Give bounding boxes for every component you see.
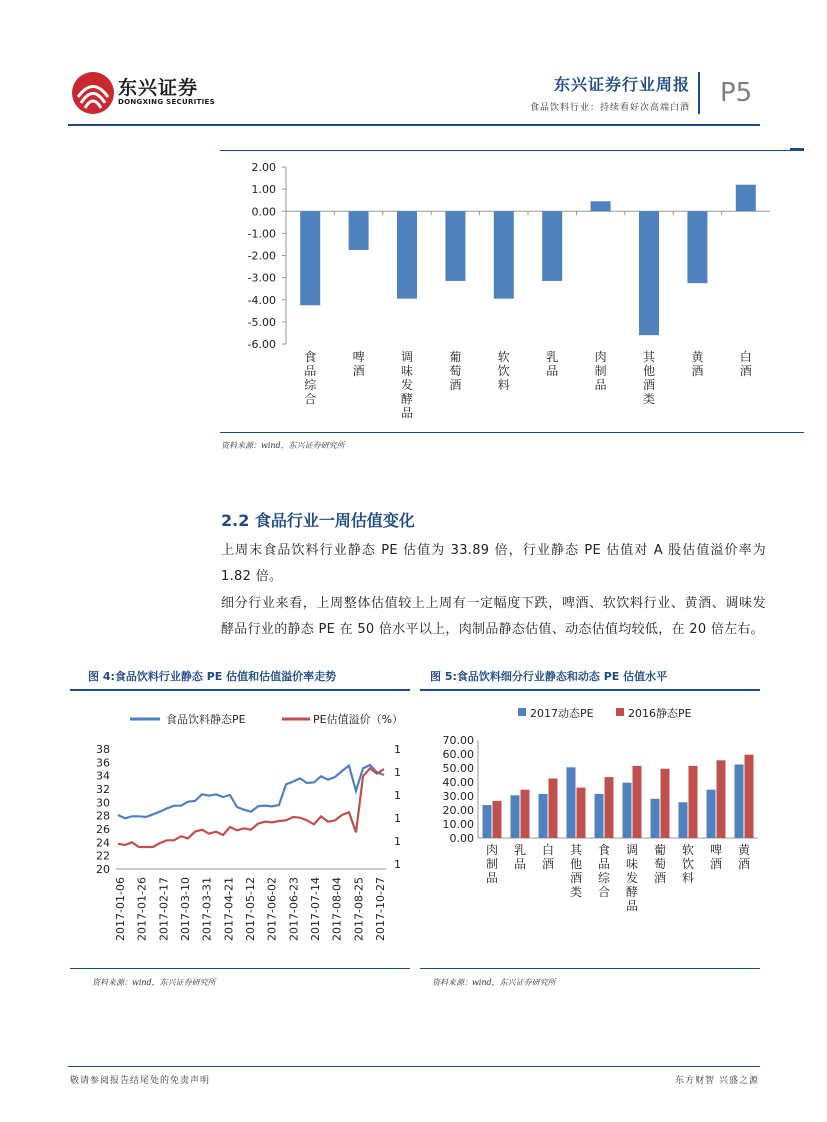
header-divider [698,72,700,114]
fig4-x-tick-label: 2017-06-23 [287,877,301,941]
footer-slogan: 东方财智 兴盛之源 [675,1076,759,1086]
top-chart-y-tick-label: -2.00 [247,249,276,263]
fig4-right-tick-label: 1 [394,858,401,872]
fig4-y-tick-label: 28 [96,809,110,823]
top-chart-y-tick-label: 0.00 [251,205,276,219]
fig5-bar-2016 [521,790,530,838]
fig4-x-tick-label: 2017-03-10 [179,877,192,941]
fig5-bar-2016 [689,766,698,838]
fig5-y-tick-label: 60.00 [442,748,474,761]
fig5-bar-2017 [707,790,716,838]
fig4-title: 图 4:食品饮料行业静态 PE 估值和估值溢价率走势 [88,670,337,683]
top-chart-x-label: 乳品 [546,350,559,378]
top-chart-y-tick-label: -4.00 [247,293,276,307]
fig4-bottom-rule [70,968,410,969]
fig5-x-label: 食品综合 [597,843,611,899]
top-chart-x-label: 黄酒 [691,350,704,378]
fig5-bar-2016 [661,769,670,838]
fig5-source: 资料来源：wind，东兴证券研究所 [432,978,556,987]
fig5-bottom-rule [420,968,760,969]
fig4-line-pe [118,765,384,818]
top-chart-x-label: 其他酒类 [642,350,656,406]
fig5-bar-2016 [605,777,614,838]
fig5-x-label: 肉制品 [485,843,499,885]
fig4-x-tick-label: 2017-01-06 [114,877,127,941]
logo-name-cn: 东兴证券 [118,77,199,99]
paragraph-2: 细分行业来看，上周整体估值较上上周有一定幅度下跌，啤酒、软饮料行业、黄酒、调味发酵品行业的静态 PE 在 50 倍水平以上，肉制品静态估值、动态估值均较低，在 20 倍左右。 [221,596,766,637]
fig4-right-tick-label: 1 [394,766,401,780]
top-bar-chart [230,155,790,430]
fig5-x-label: 软饮料 [681,843,695,885]
top-chart-bar [736,185,756,212]
top-chart-x-label: 啤酒 [352,350,365,378]
fig4-x-tick-label: 2017-06-02 [265,877,279,941]
top-chart-bar [639,211,659,335]
fig4-y-tick-label: 26 [96,823,110,836]
top-chart-x-label: 白酒 [739,350,752,378]
fig4-legend-label-premium: PE估值溢价（%） [313,713,404,726]
fig5-legend-label-2016: 2016静态PE [628,707,692,720]
fig5-bar-2017 [623,783,632,838]
fig5-bar-2016 [493,801,502,838]
fig4-line-chart [70,696,410,964]
fig5-y-tick-label: 10.00 [442,818,474,831]
fig5-legend-swatch-2017 [518,708,526,716]
fig5-bar-2016 [633,766,642,838]
logo-name-en: DONGXING SECURITIES [118,98,215,106]
fig5-bar-2016 [577,788,586,838]
paragraph-1: 上周末食品饮料行业静态 PE 估值为 33.89 倍，行业静态 PE 估值对 A 股估值溢价率为 1.82 倍。 [221,543,766,584]
fig5-bar-2017 [483,805,492,838]
fig5-x-label: 调味发酵品 [625,843,639,913]
footer-disclaimer: 敬请参阅报告结尾处的免责声明 [70,1076,211,1086]
fig4-y-tick-label: 30 [96,796,110,810]
fig4-y-tick-label: 20 [96,863,110,876]
top-chart-bar [349,211,369,250]
fig4-x-tick-label: 2017-05-12 [244,877,257,941]
page-number: P5 [720,78,753,108]
fig4-x-tick-label: 2017-02-17 [157,877,171,941]
top-chart-bar [300,211,320,305]
top-chart-y-tick-label: 2.00 [251,161,276,174]
top-chart-x-label: 调味发酵品 [400,350,414,420]
top-chart-bar [397,211,417,298]
top-chart-x-label: 软饮料 [497,350,510,392]
top-chart-top-rule [220,150,804,151]
fig5-title-rule [420,689,760,691]
fig5-bar-2017 [539,794,548,838]
footer-rule [68,1066,760,1067]
top-chart-y-tick-label: -1.00 [247,227,276,241]
fig5-y-tick-label: 70.00 [442,734,474,747]
fig4-x-tick-label: 2017-04-21 [222,877,236,941]
top-chart-bar [445,211,465,281]
fig5-x-label: 啤酒 [709,843,723,871]
fig4-x-tick-label: 2017-08-25 [352,877,366,941]
top-chart-bar [687,211,707,283]
fig4-right-tick-label: 1 [394,789,401,803]
fig4-y-tick-label: 22 [96,849,110,863]
company-logo-icon [70,70,116,116]
fig4-line-premium [118,768,384,847]
fig5-bar-2017 [595,794,604,838]
top-chart-y-tick-label: 1.00 [251,183,276,197]
fig5-legend-swatch-2016 [616,708,624,716]
fig4-right-tick-label: 1 [394,743,401,756]
fig5-bar-2017 [511,795,520,838]
fig4-y-tick-label: 24 [96,836,110,850]
fig5-bar-2017 [567,767,576,838]
top-chart-source: 资料来源：wind，东兴证券研究所 [221,441,345,450]
section-title: 2.2 食品行业一周估值变化 [221,511,415,530]
top-chart-y-tick-label: -6.00 [247,338,276,351]
fig5-bar-2017 [735,765,744,839]
fig5-x-label: 白酒 [541,843,555,871]
top-chart-x-label: 葡萄酒 [449,350,462,392]
fig5-x-label: 黄酒 [737,843,751,871]
fig5-bar-2016 [717,760,726,838]
fig5-bar-2017 [651,799,660,838]
fig5-x-label: 其他酒类 [569,843,583,899]
fig5-x-label: 乳品 [513,843,527,871]
fig4-x-tick-label: 2017-07-14 [309,877,322,941]
header-rule [68,124,760,126]
fig4-source: 资料来源：wind，东兴证券研究所 [92,978,216,987]
fig4-x-tick-label: 2017-10-27 [374,877,387,941]
fig5-legend-label-2017: 2017动态PE [530,707,594,720]
fig4-x-tick-label: 2017-01-26 [135,877,149,941]
fig4-right-tick-label: 1 [394,812,401,826]
fig4-x-tick-label: 2017-08-04 [330,877,344,941]
fig4-right-tick-label: 1 [394,835,401,849]
fig5-x-label: 葡萄酒 [653,843,667,885]
fig4-legend-label-pe: 食品饮料静态PE [166,713,246,726]
top-chart-top-rule-accent [790,148,804,150]
fig5-y-tick-label: 50.00 [442,762,474,775]
report-subtitle: 食品饮料行业：持续看好次高端白酒 [529,103,690,113]
fig5-bar-2016 [745,755,754,838]
top-chart-x-label: 食品综合 [304,350,317,406]
fig5-y-tick-label: 0.00 [449,832,474,845]
fig4-y-tick-label: 38 [96,743,110,756]
top-chart-bar [542,211,562,281]
fig4-y-tick-label: 34 [96,769,110,783]
fig5-y-tick-label: 30.00 [442,790,474,803]
fig5-bar-chart [420,696,760,964]
fig4-x-tick-label: 2017-03-31 [200,877,214,941]
top-chart-bottom-rule [220,432,804,433]
report-title: 东兴证券行业周报 [553,75,690,94]
fig5-y-tick-label: 40.00 [442,776,474,789]
fig5-title: 图 5:食品饮料细分行业静态和动态 PE 估值水平 [430,670,668,683]
top-chart-x-label: 肉制品 [594,350,607,392]
top-chart-y-tick-label: -3.00 [247,271,276,285]
fig5-bar-2017 [679,802,688,838]
fig4-y-tick-label: 36 [96,756,110,770]
fig5-bar-2016 [549,779,558,839]
top-chart-bar [591,201,611,211]
top-chart-y-tick-label: -5.00 [247,315,276,329]
top-chart-bar [494,211,514,298]
fig4-title-rule [70,689,410,691]
fig5-y-tick-label: 20.00 [442,804,474,817]
fig4-y-tick-label: 32 [96,783,110,796]
